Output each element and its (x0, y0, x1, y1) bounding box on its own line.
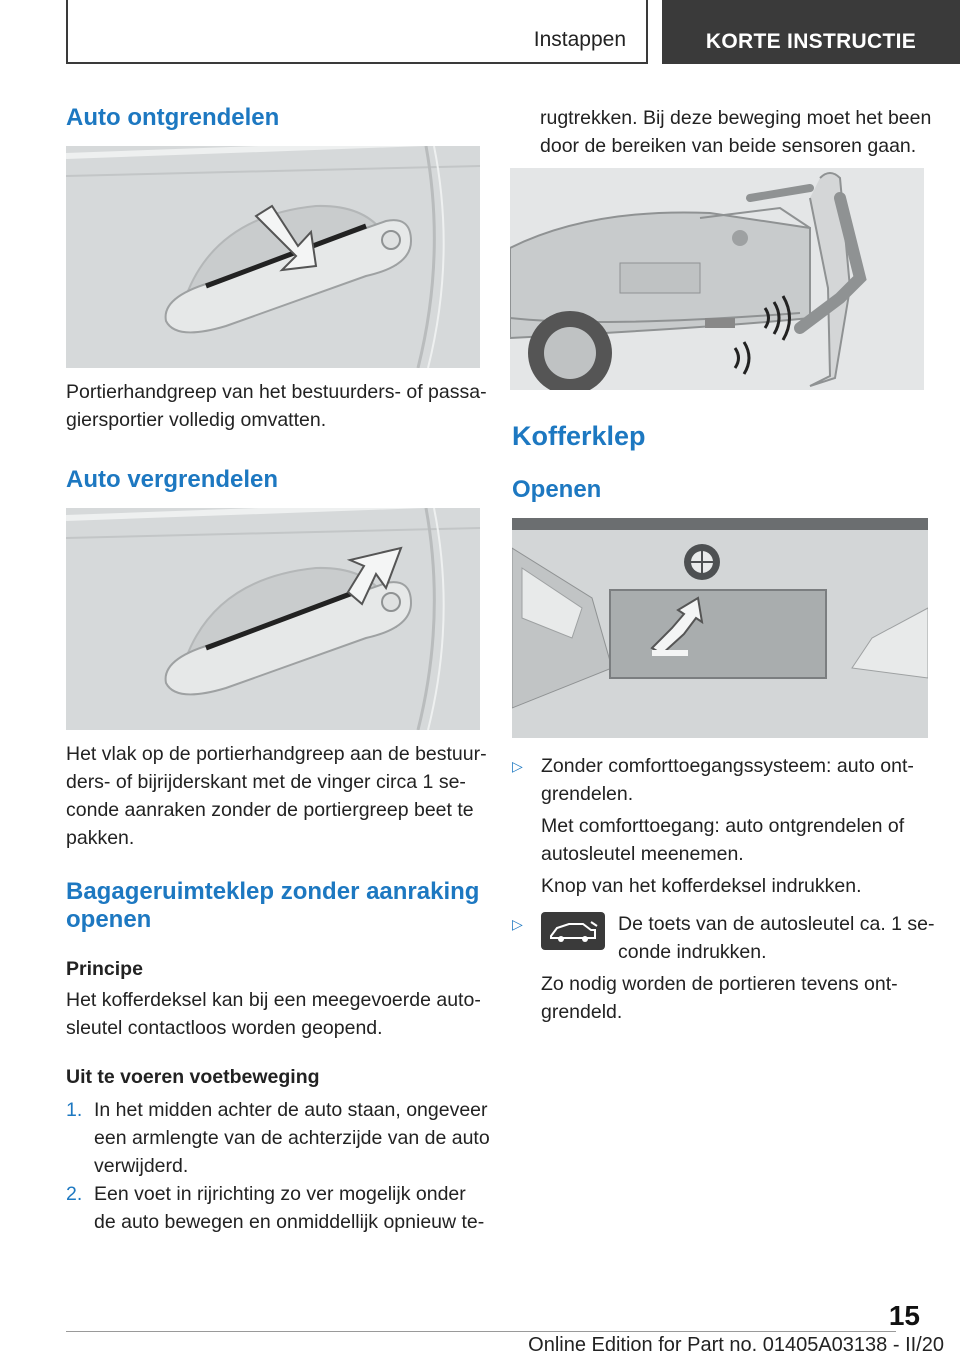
open-title: Openen (512, 476, 602, 503)
car-key-trunk-icon (541, 912, 605, 950)
header-box (66, 0, 648, 64)
boot-title: Bagageruimteklep zonder aanraking openen (66, 878, 480, 933)
footer-edition: Online Edition for Part no. 01405A03138 - II/20 (528, 1334, 944, 1356)
trunk-title: Kofferklep (512, 421, 646, 451)
lock-title: Auto vergrendelen (66, 466, 279, 493)
unlock-title: Auto ontgrendelen (66, 104, 280, 131)
bullet-2-note: Zo nodig worden de portieren tevens ont- grendeld. (541, 973, 898, 1023)
step-2-number: 2. (66, 1183, 83, 1205)
footer-divider (66, 1331, 896, 1332)
foot-gesture-image (510, 168, 924, 390)
step-2-text: Een voet in rijrichting zo ver mogelijk onder de auto bewegen en onmiddellijk opnieuw te- (94, 1183, 485, 1233)
step-1-number: 1. (66, 1099, 83, 1121)
header-section: Instappen (533, 28, 626, 51)
step-1-text: In het midden achter de auto staan, ongeveer een armlengte van de achterzijde van de auto verwijderd. (94, 1099, 490, 1177)
door-handle-lock-image (66, 508, 480, 730)
bullet-2-text: De toets van de autosleutel ca. 1 se- conde indrukken. (618, 913, 935, 963)
page-number: 15 (888, 1300, 920, 1331)
bullet-1-marker: ▷ (512, 758, 523, 774)
header-tab: KORTE INSTRUCTIE (662, 0, 960, 64)
door-handle-unlock-image (66, 146, 480, 368)
bullet-1-text: Zonder comforttoegangssysteem: auto ont- grendelen. Met comforttoegang: auto ontgrendelen of autosleutel meenemen. Knop van het kofferdeksel indrukken. (541, 755, 914, 897)
bullet-2-marker: ▷ (512, 916, 523, 932)
unlock-caption: Portierhandgreep van het bestuurders- of passa- giersportier volledig omvatten. (66, 381, 487, 431)
foot-motion-title: Uit te voeren voetbeweging (66, 1066, 320, 1088)
principle-title: Principe (66, 958, 143, 980)
principle-text: Het kofferdeksel kan bij een meegevoerde auto- sleutel contactloos worden geopend. (66, 989, 481, 1039)
trunk-button-image (512, 518, 928, 738)
step-2-continued: rugtrekken. Bij deze beweging moet het been door de bereiken van beide sensoren gaan. (540, 107, 932, 157)
lock-caption: Het vlak op de portierhandgreep aan de bestuur- ders- of bijrijderskant met de vinger circa 1 se- conde aanraken zonder de portiergreep beet te pakken. (66, 743, 487, 849)
